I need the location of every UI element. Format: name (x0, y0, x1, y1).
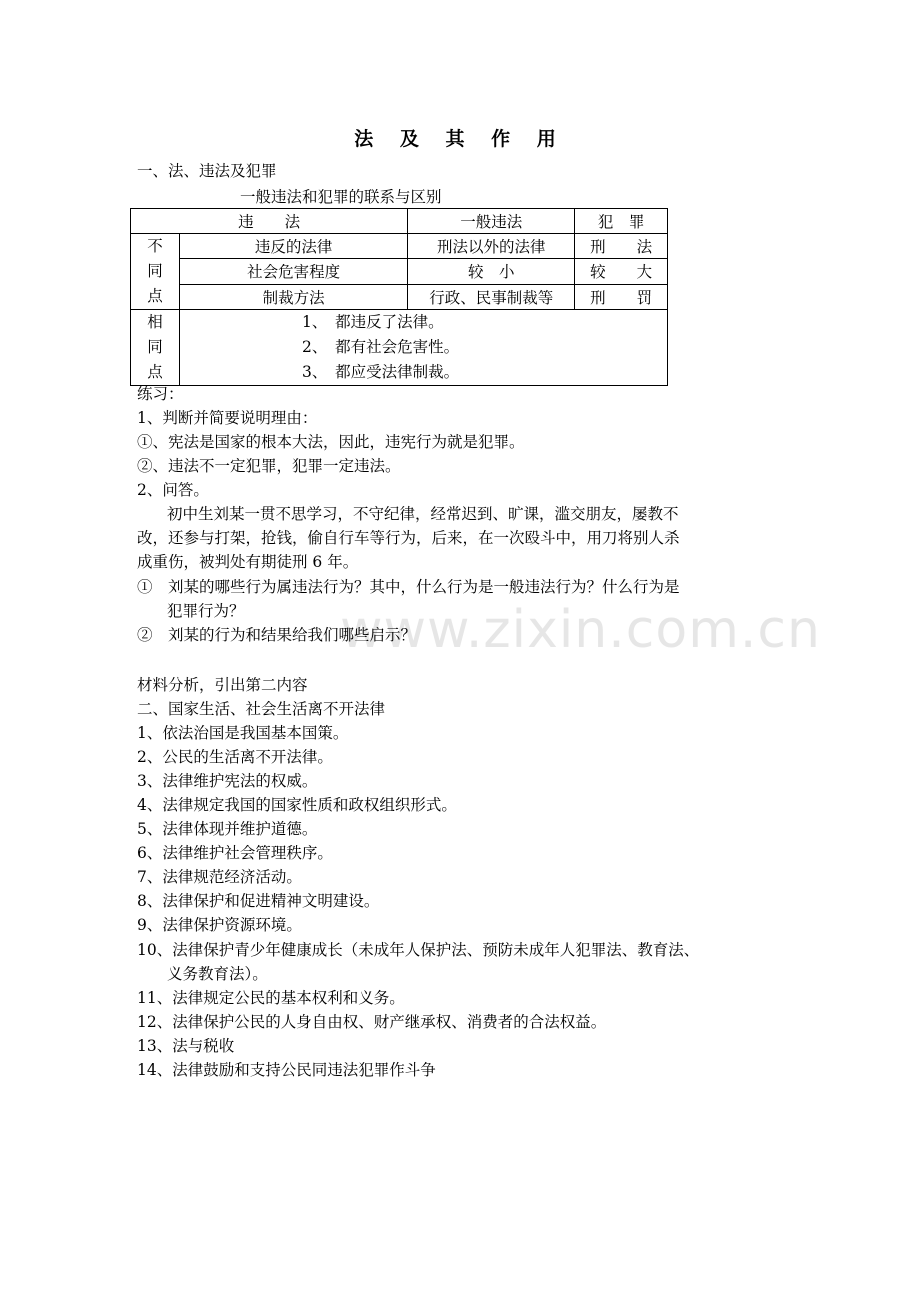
table-row (131, 310, 668, 386)
table-row (131, 259, 668, 284)
comparison-table (130, 208, 668, 386)
list-item: 2、公民的生活离不开法律。 (137, 748, 333, 766)
question-2-item-cont: 犯罪行为？ (167, 602, 245, 620)
page-title: 法 及 其 作 用 (354, 128, 566, 150)
table-cell: 较 大 (575, 259, 668, 284)
table-cell: 较 小 (408, 259, 575, 284)
same-label-cell (131, 310, 180, 386)
watermark: www.zixin.com.cn (340, 600, 821, 660)
question-1-item: ①、宪法是国家的根本大法，因此，违宪行为就是犯罪。 (137, 433, 525, 451)
diff-label-cell (131, 234, 180, 310)
question-1: 1、判断并简要说明理由： (137, 409, 318, 427)
table-cell: 刑法以外的法律 (408, 234, 575, 259)
table-cell: 社会危害程度 (180, 259, 408, 284)
table-row (131, 284, 668, 309)
passage-line: 初中生刘某一贯不思学习，不守纪律，经常迟到、旷课，滥交朋友，屡教不 (167, 505, 679, 523)
list-item: 8、法律保护和促进精神文明建设。 (137, 892, 380, 910)
list-item: 14、法律鼓励和支持公民同违法犯罪作斗争 (137, 1061, 436, 1079)
passage-line: 改，还参与打架，抢钱，偷自行车等行为，后来，在一次殴斗中，用刀将别人杀 (137, 529, 680, 547)
list-item-cont: 义务教育法）。 (167, 965, 268, 983)
same-label-char: 相 (147, 313, 163, 331)
question-2-item: ② 刘某的行为和结果给我们哪些启示？ (137, 626, 417, 644)
header-cell-crime: 犯 罪 (575, 209, 668, 234)
header-cell-illegal: 违 法 (131, 209, 408, 234)
table-header-row (131, 209, 668, 234)
same-label-char: 点 (147, 363, 163, 381)
diff-label-char: 点 (147, 287, 163, 305)
same-points-cell (180, 310, 668, 386)
table-caption: 一般违法和犯罪的联系与区别 (240, 188, 442, 206)
header-cell-general: 一般违法 (408, 209, 575, 234)
question-2-item: ① 刘某的哪些行为属违法行为？其中，什么行为是一般违法行为？什么行为是 (137, 578, 680, 596)
same-label-char: 同 (147, 338, 163, 356)
diff-label-char: 同 (147, 262, 163, 280)
transition-text: 材料分析，引出第二内容 (137, 676, 308, 694)
list-item: 7、法律规范经济活动。 (137, 868, 302, 886)
table-cell: 行政、民事制裁等 (408, 284, 575, 309)
list-item: 6、法律维护社会管理秩序。 (137, 844, 333, 862)
list-item: 1、依法治国是我国基本国策。 (137, 724, 349, 742)
exercise-heading: 练习： (137, 385, 184, 403)
table-cell: 制裁方法 (180, 284, 408, 309)
section2-heading: 二、国家生活、社会生活离不开法律 (137, 700, 386, 718)
list-item: 12、法律保护公民的人身自由权、财产继承权、消费者的合法权益。 (137, 1013, 607, 1031)
list-item: 13、法与税收 (137, 1037, 235, 1055)
question-1-item: ②、违法不一定犯罪，犯罪一定违法。 (137, 457, 401, 475)
diff-label-char: 不 (147, 237, 163, 255)
table-row (131, 234, 668, 259)
list-item: 4、法律规定我国的国家性质和政权组织形式。 (137, 796, 457, 814)
same-point: 3、 都应受法律制裁。 (302, 363, 460, 381)
same-point: 2、 都有社会危害性。 (302, 338, 460, 356)
list-item: 5、法律体现并维护道德。 (137, 820, 318, 838)
list-item: 11、法律规定公民的基本权利和义务。 (137, 989, 405, 1007)
list-item: 9、法律保护资源环境。 (137, 916, 302, 934)
same-point: 1、 都违反了法律。 (302, 313, 444, 331)
passage-line: 成重伤，被判处有期徒刑 6 年。 (137, 553, 359, 571)
table-cell: 违反的法律 (180, 234, 408, 259)
question-2: 2、问答。 (137, 481, 209, 499)
table-cell: 刑 法 (575, 234, 668, 259)
list-item: 3、法律维护宪法的权威。 (137, 772, 318, 790)
list-item: 10、法律保护青少年健康成长（未成年人保护法、预防未成年人犯罪法、教育法、 (137, 941, 700, 959)
section1-heading: 一、法、违法及犯罪 (137, 162, 277, 180)
table-cell: 刑 罚 (575, 284, 668, 309)
